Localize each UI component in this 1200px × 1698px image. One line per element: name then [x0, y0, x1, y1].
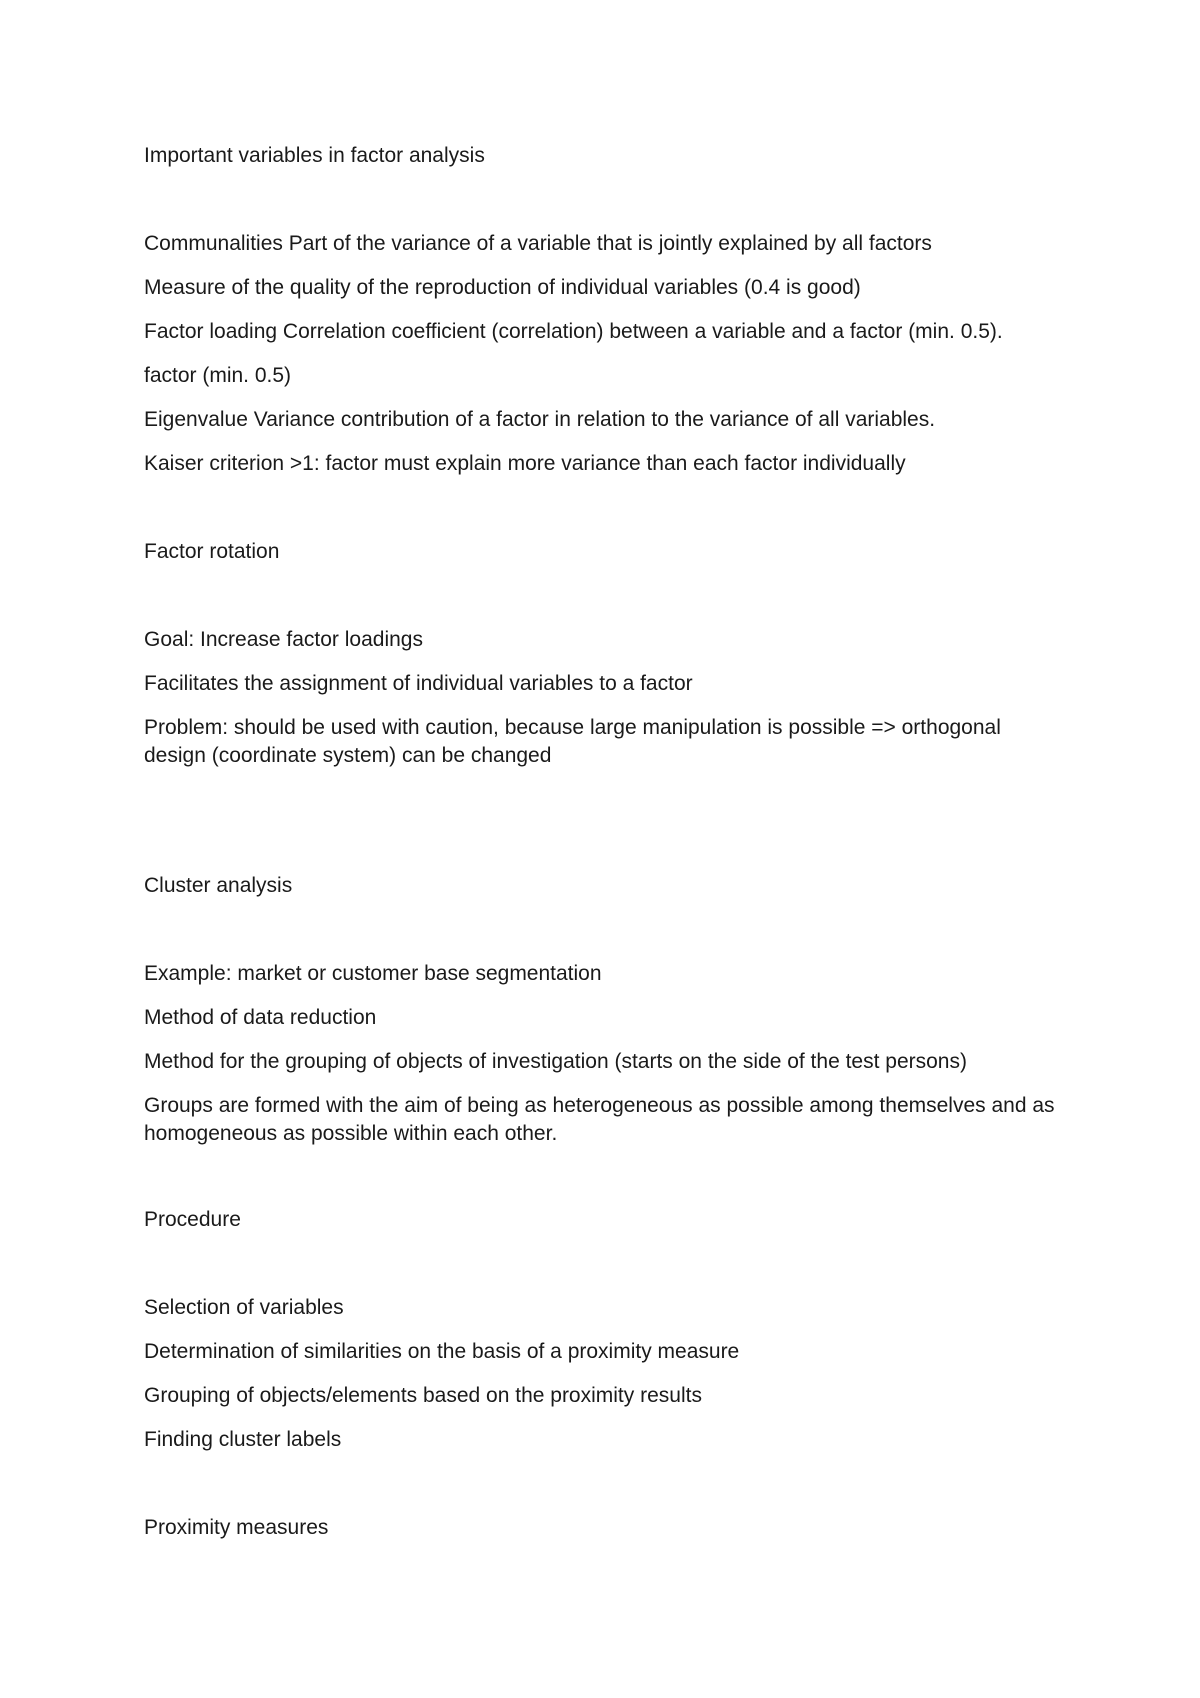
text-line-example: Example: market or customer base segmentation [144, 962, 602, 985]
text-line-selection: Selection of variables [144, 1296, 344, 1319]
section-heading-cluster-analysis: Cluster analysis [144, 874, 293, 897]
section-heading-procedure: Procedure [144, 1208, 241, 1231]
text-line-data-reduction: Method of data reduction [144, 1006, 377, 1029]
text-line-factor-min: factor (min. 0.5) [144, 364, 292, 387]
section-heading-proximity-measures: Proximity measures [144, 1516, 329, 1539]
text-line-reproduction-quality: Measure of the quality of the reproduction of individual variables (0.4 is good) [144, 276, 861, 299]
text-line-communalities: Communalities Part of the variance of a variable that is jointly explained by all factors [144, 232, 932, 255]
text-line-eigenvalue: Eigenvalue Variance contribution of a factor in relation to the variance of all variables. [144, 408, 936, 431]
text-line-grouping-method: Method for the grouping of objects of investigation (starts on the side of the test persons) [144, 1050, 967, 1073]
text-line-kaiser-criterion: Kaiser criterion >1: factor must explain more variance than each factor individually [144, 452, 906, 475]
text-line-cluster-labels: Finding cluster labels [144, 1428, 342, 1451]
text-line-factor-loading: Factor loading Correlation coefficient (correlation) between a variable and a factor (min. 0.5). [144, 320, 1003, 343]
text-line-problem: Problem: should be used with caution, because large manipulation is possible => orthogonal design (coordinate system) can be changed [144, 716, 1001, 767]
section-heading-factor-variables: Important variables in factor analysis [144, 144, 485, 167]
section-heading-factor-rotation: Factor rotation [144, 540, 280, 563]
text-line-grouping-objects: Grouping of objects/elements based on the proximity results [144, 1384, 702, 1407]
text-line-groups-formed: Groups are formed with the aim of being as heterogeneous as possible among themselves and as homogeneous as possible within each other. [144, 1094, 1055, 1145]
text-line-goal: Goal: Increase factor loadings [144, 628, 423, 651]
text-line-determination: Determination of similarities on the basis of a proximity measure [144, 1340, 740, 1363]
text-line-facilitates: Facilitates the assignment of individual variables to a factor [144, 672, 693, 695]
